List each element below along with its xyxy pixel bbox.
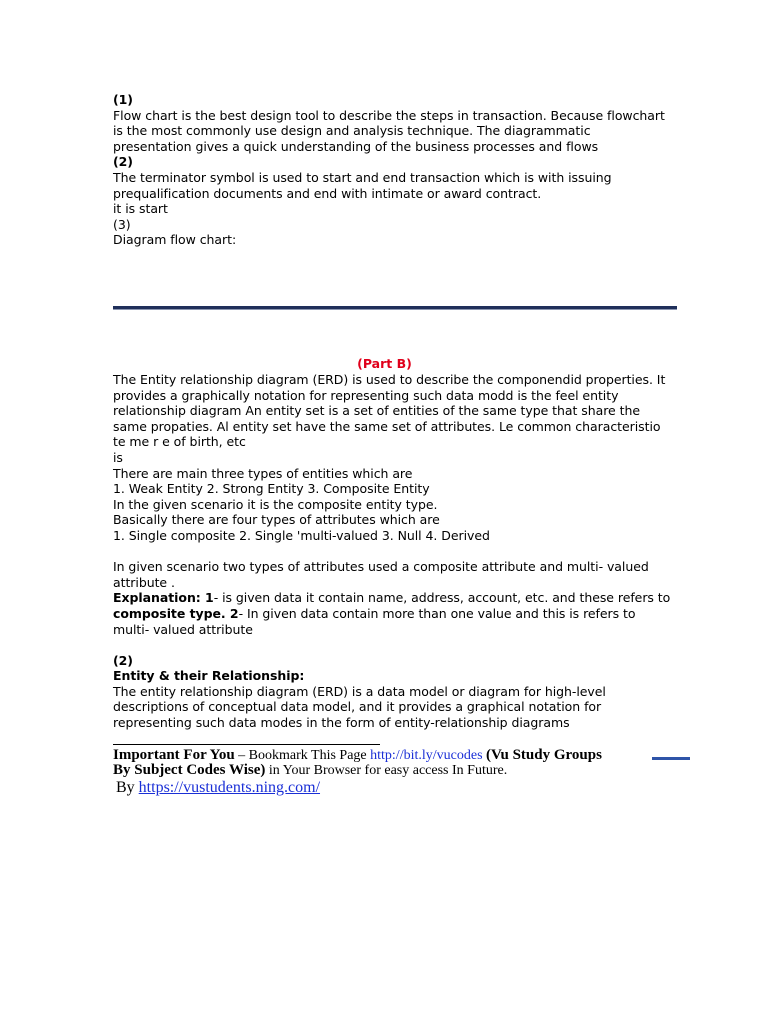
subject-codes-text: By Subject Codes Wise) bbox=[113, 762, 266, 778]
part-b-line-5: te me r e of birth, etc bbox=[113, 434, 246, 450]
footer-line-2 bbox=[113, 763, 693, 778]
subsection-number-2: (2) bbox=[113, 652, 133, 668]
part-b-line-13: attribute . bbox=[113, 574, 175, 590]
footer-accent-bar bbox=[652, 757, 690, 760]
question-number-3: (3) bbox=[113, 216, 131, 232]
composite-type-label: composite type. 2 bbox=[113, 605, 239, 621]
section-a bbox=[113, 92, 673, 248]
answer-2-line-3: it is start bbox=[113, 201, 168, 217]
part-b-line-16: multi- valued attribute bbox=[113, 621, 253, 637]
explanation-text: - is given data it contain name, address, account, etc. and these refers to bbox=[213, 590, 671, 606]
explanation-label: Explanation: 1 bbox=[113, 590, 214, 606]
footer-divider bbox=[113, 744, 380, 745]
composite-type-text: - In given data contain more than one value and this is refers to bbox=[238, 605, 636, 621]
answer-2-line-2: prequalification documents and end with intimate or award contract. bbox=[113, 185, 542, 201]
answer-1-line-2: is the most commonly use design and analysis technique. The diagrammatic bbox=[113, 123, 591, 139]
composite-type-line bbox=[113, 606, 673, 622]
vustudents-link[interactable]: https://vustudents.ning.com/ bbox=[138, 779, 321, 796]
browser-text: in Your Browser for easy access In Future. bbox=[265, 763, 508, 778]
horizontal-divider bbox=[113, 306, 677, 310]
study-groups-text: (Vu Study Groups bbox=[486, 747, 602, 763]
part-b-line-3: relationship diagram An entity set is a set of entities of the same type that share the bbox=[113, 403, 640, 419]
question-number-1: (1) bbox=[113, 92, 133, 107]
part-b-line-19: representing such data modes in the form of entity-relationship diagrams bbox=[113, 715, 570, 731]
part-b-line-17: The entity relationship diagram (ERD) is a data model or diagram for high-level bbox=[113, 683, 606, 699]
part-b-line-7: There are main three types of entities which are bbox=[113, 465, 413, 481]
by-text: By bbox=[116, 779, 139, 796]
entity-types-list: 1. Weak Entity 2. Strong Entity 3. Composite Entity bbox=[113, 481, 430, 497]
answer-1-line-3: presentation gives a quick understanding of the business processes and flows bbox=[113, 138, 599, 154]
answer-3-line-1: Diagram flow chart: bbox=[113, 232, 237, 248]
part-b-line-1: The Entity relationship diagram (ERD) is used to describe the componendid properties. It bbox=[113, 372, 666, 387]
subsection-heading: Entity & their Relationship: bbox=[113, 668, 305, 684]
part-b-line-12: In given scenario two types of attributes used a composite attribute and multi- valued bbox=[113, 559, 649, 575]
part-b-line-9: In the given scenario it is the composite entity type. bbox=[113, 496, 438, 512]
explanation-line bbox=[113, 590, 673, 606]
part-b-line-4: same propaties. Al entity set have the same set of attributes. Le common characteristio bbox=[113, 418, 661, 434]
part-b-line-6: is bbox=[113, 449, 123, 465]
bookmark-text: Bookmark This Page bbox=[248, 748, 371, 763]
part-b-line-2: provides a graphically notation for representing such data modd is the feel entity bbox=[113, 387, 619, 403]
footer-line-3 bbox=[116, 778, 693, 797]
footer-line-1: Important For You – Bookmark This Page http://bit.ly/vucodes (Vu Study Groups bbox=[113, 747, 602, 763]
part-b-line-10: Basically there are four types of attributes which are bbox=[113, 512, 440, 528]
footer-notice bbox=[113, 744, 693, 797]
answer-2-line-1: The terminator symbol is used to start and end transaction which is with issuing bbox=[113, 169, 612, 185]
part-b-heading: (Part B) bbox=[357, 356, 412, 371]
answer-1-line-1: Flow chart is the best design tool to describe the steps in transaction. Because flowchart bbox=[113, 107, 665, 123]
important-label: Important For You bbox=[113, 747, 235, 763]
vucodes-link[interactable]: http://bit.ly/vucodes bbox=[370, 748, 483, 763]
part-b-line-18: descriptions of conceptual data model, and it provides a graphical notation for bbox=[113, 699, 602, 715]
attribute-types-list: 1. Single composite 2. Single 'multi-valued 3. Null 4. Derived bbox=[113, 527, 490, 543]
section-b bbox=[113, 372, 673, 731]
question-number-2: (2) bbox=[113, 154, 133, 170]
